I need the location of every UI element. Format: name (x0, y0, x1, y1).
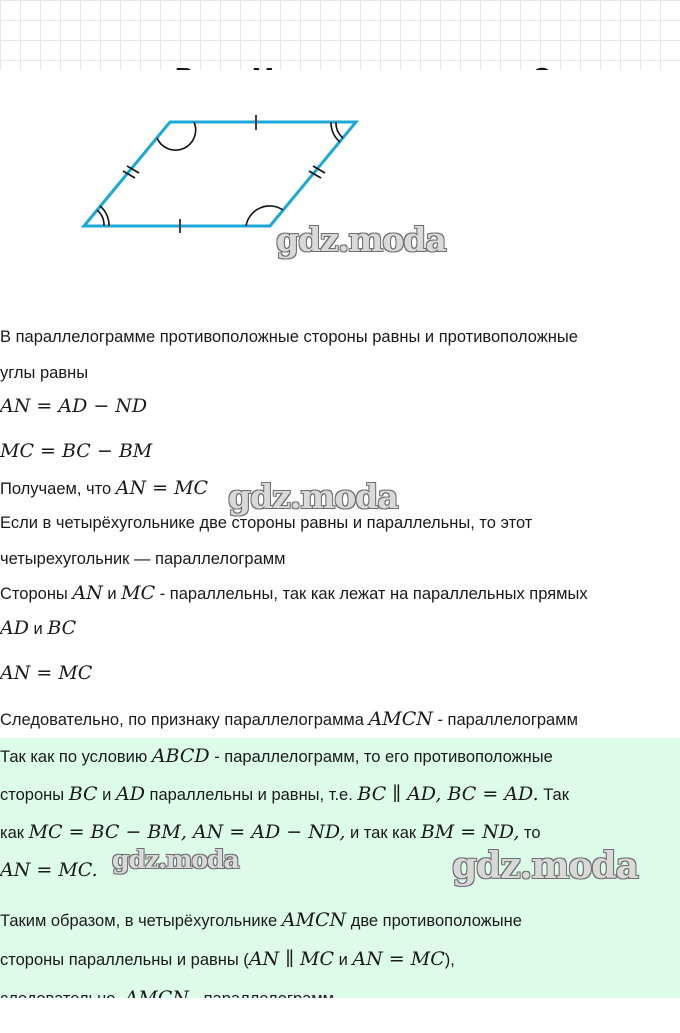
formula-line: AN = MC (0, 662, 93, 684)
angle-arc-a-1 (97, 210, 104, 226)
text-line: четырехугольник — параллелограмм (0, 550, 286, 568)
formula-line: MC = BC − BM (0, 440, 153, 462)
text-line: Стороны AN и MC - параллельны, так как лежат на параллельных прямых (0, 582, 588, 604)
text-line: углы равны (0, 364, 89, 382)
text-line: Следовательно, по признаку параллелограмма AMCN - параллелограмм (0, 708, 578, 730)
angle-arc-c-1 (336, 122, 343, 138)
text-line: Получаем, что AN = MC (0, 477, 209, 499)
text-line: Если в четырёхугольнике две стороны равны и параллельны, то этот (0, 514, 533, 532)
watermark: gdz.moda (228, 477, 398, 516)
watermark: gdz.moda (452, 845, 638, 887)
text-line: Таким образом, в четырёхугольнике AMCN две противоположыне (0, 909, 522, 931)
text-line: В параллелограмме противоположные стороны равны и противоположные (0, 328, 578, 346)
watermark: gdz.moda (112, 845, 239, 874)
parallelogram-figure (70, 105, 370, 235)
text-line: стороны BC и AD параллельны и равны, т.е. BC ∥ AD, BC = AD. Так (0, 783, 569, 805)
angle-arc-b (157, 122, 196, 150)
text-line: стороны параллельны и равны (AN ∥ MC и AN = MC), (0, 948, 455, 970)
text-line: Так как по условию ABCD - параллелограмм, то его противоположные (0, 745, 553, 767)
bottom-cut (0, 998, 680, 1033)
text-line: AD и BC (0, 617, 77, 639)
text-line: как MC = BC − BM, AN = AD − ND, и так как BM = ND, то (0, 821, 541, 843)
formula-line: AN = AD − ND (0, 395, 148, 417)
text-line: AN = MC. (0, 859, 98, 881)
watermark: gdz.moda (276, 220, 446, 259)
